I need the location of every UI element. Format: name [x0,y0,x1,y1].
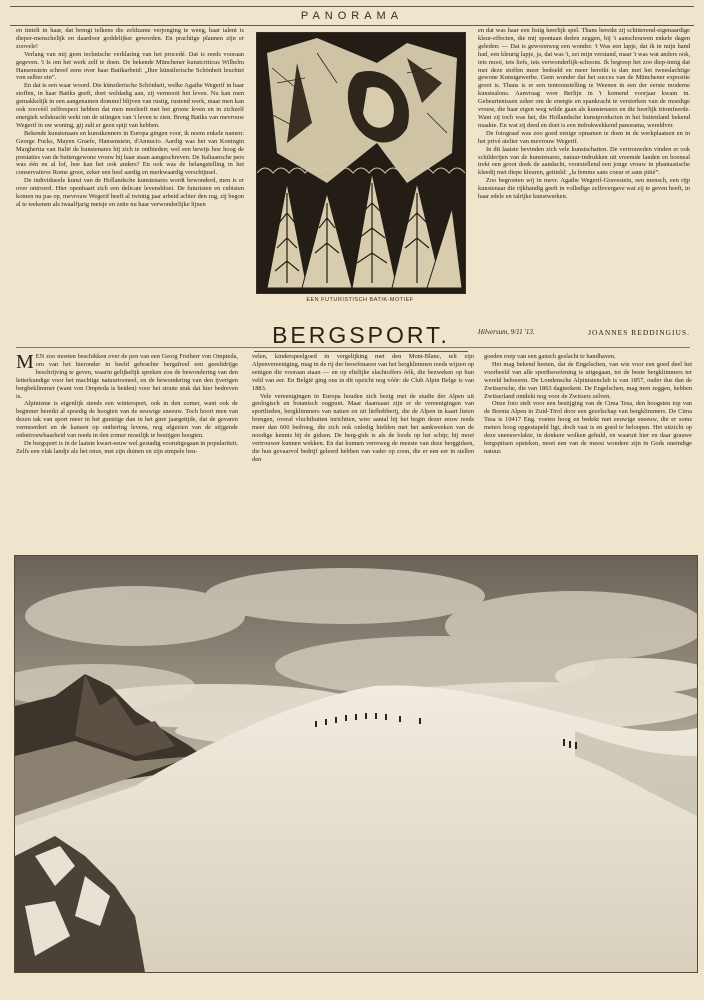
paragraph: goeden roep van een gansch geslacht te handhaven. [484,353,616,360]
paragraph: In dit laatste bevinden zich vele kunstschatten. De vertrouwden vinden er ook schilderijen van de kunstenares, natuur-indrukken uit vreemde landen en boeneal trekt een groot doek de aandacht, voorstellend een jonge vrouw in phantastische kleedij met diepe kleuren, getiteld: „la femme sans coeur et sans pitié”. [478,145,690,177]
signoff-place-date: Hilversum, 9/11 '13. [478,328,535,336]
bergsport-column-1 [16,353,238,565]
batik-caption: EEN FUTURISTISCH BATIK-MOTIEF [306,297,414,303]
paragraph-text: EN zoo moeten beschikken over de pen van een Georg Freiherr von Ompteda, om van het hieronder in beeld gebrachte bergafreel een geeslidrijge beschrijving te geven, waarin gelijkelijk spreken zou de bewondering van den letterkundige voor het machtige natuurtooneel, en de bewondering van den ijverigen bergbeklimmer (want von Ompteda is beiden) voor het stoute stuk dat hier bedreven is. [16,353,238,400]
mountain-photo [14,555,698,973]
paragraph: De individueele kunst van de Hollandsche kunstenares wordt bewonderd, men is er over ontroerd. Hier openbaart zich een delicate levensbloei. De futuristen en cubisten komen nu pas op, mevrouw Wegerif heeft al twintig jaar arbeid achter den rug, zij begon al te teekenen als twaalfjarig meisje en zette nu haar verwonderlijke lijnen [16,177,244,208]
paragraph: en dat was haar een listig heerlijk spel. Thans bereikt zij schitterend-eigenaardige kleur-effecten, die mij spontaan deden zeggen, bij 't aanschouwen enkele dagen geleden: — Dat is gewoonweg een wonder. 't Was een lapje, dat ik in mijn hand had, een kleurig lapje, ja, dat was 't, zei mijn verstand, maar 't was wat anders ook, iets mooi, iets liefs, iets verwonderlijk-schoons. Ik begreep het zoo diep-innig dat met deze stoffen meer bedoeld en meer bereikt is dan met het tweeslachtige gewone Kunstgewerbe. Geen wonder dat het succes van de Münchener expositie groot is. Thans is er een tentoonstelling te Weenen in een der eerste moderne kunstsalons. Aanvraag voor Berlijn in 't komend voorjaar kwam in. Gebeurtenissen zeker om de energie en spankracht te versterken van de moedige vrouw, die haar eigen weg wilde gaan als kunstenares en die heerlijk triomfeerde. Want zij toch was het, die Hollandsche kunstproducten in het buitenland bekend maakte. En wat zij deed en doet is een indrukwekkend panorama, wereldver. [478,27,690,129]
article-headline: BERGSPORT. [254,322,468,352]
bergsport-column-3 [484,353,692,565]
paragraph: Zoo begroeten wij in mevr. Agathe Wegerif-Gravestein, een mensch, een rijp kunstenaar die rijkhandig geeft in volledige zelfovergave wat zij te geven heeft, in haar edele en talrijke kunstwerken. [478,177,690,201]
masthead-title: PANORAMA [291,10,413,22]
paragraph: De fotograaf was zoo goed eenige opnamen te doen in de werkplaatsen en in het privé atelier van mevrouw Wegerif. [478,129,690,145]
paragraph: en tintelt in haar, dat brengt telkens die zeldzame verjonging te weeg, haar talent is dieper-menschelijk en daardoor goddelijker geworden. En prachtige plannen zijn er zoovele! [16,27,244,50]
batik-motif-image [256,32,466,294]
batik-article-column-right [478,27,690,327]
paragraph: Vele vereenigingen in Europa houden zich bezig met de studie der Alpen uit geologisch en botanisch oogpunt. Maar daarnaast zijn er de vereenigingen van sportlieden, bergklimmers van nature en uit liefhebberij, die de Alpen in kaart lieten brengen, overal vluchthutten inrichtten, wier aantal bij het begin dezer eeuw reeds meer dan 600 bedroeg, die zich ook onledig hielden met het aankweeken van de noodige kennis bij de gidsen. De berg-gids is als de loods op het schip; hij moet vertrouwer kunnen wekken. En dat kunnen verreweg de meeste van deze berggidsen, die hun gevaarvol bedrijf geleerd hebben van vader op zoon, die er een eer in stellen den [252,392,474,463]
paragraph: De bergsport is in de laatste kwart-eeuw wel gestadig vooruitgegaan in populariteit. Zelfs een vlak landje als het onze, met zijn duinen en zijn simpele heu- [16,439,238,455]
masthead [10,6,694,26]
paragraph: velen, kinderspeelgoed in vergelijking met den Mont-Blanc, telt zijn Alpenvereeniging, mag in de rij der beoefenaren van het bergklimmen reeds wijzen op eenigen die vooraan staan — en op eltelijke slachtoffers óók, die bezweken op hun veld van eer. En België ging ons in dit opzicht nog vóór: de Club Alpin Belge is van 1883. [252,353,474,392]
paragraph: Bekende kunstenaars en kunstkenners in Europa gingen voor, ik noem enkele namen: George Fucks, Mayen Graefe, Hansenstein, d'Annucio. Aardig was het van Koningin Margherita van Italië de kunstenares bij zich te ontbieden; wel een bewijs hoe hoog de prestaties van de buitengewone vrouw bij haar staan aangeschreven. De Italiaansche pers was één en al lof, hoe kan het ook anders? En ook was de belangstelling in het conservatieve Rome groot, zeker een heel aardig en merkwaardig verschijnsel. [16,129,244,177]
paragraph: Alpinisme is eigenlijk steeds een wintersport, ook in den zomer, want ook de beginner bereikt al spoedig de hoogten van de eeuwige sneeuw. Toch hoort men van dezen tak van sport meer in het gunstige dan in het gure jaargetijde, dat de gevaren vermeerdert en de kansen op ontbering levens, nog afgezien van de stijgende onbetrouwbaarheid van reeds in den zomer moeilijk te bestijgen hoogten. [16,400,238,440]
paragraph: En dat is een waar woord. Die künstlerische Schönheit, welke Agathe Wegerif in haar stoffen, in haar Batiks geeft, doet weldadig aan, zij vermooit het leven. Nu kan men gemakkelijk in een aangenamen dommel blijven van rustig, rustend werk, maar men kan ook zoovéél zelfrespect hebben dat men meeleeft met het groote leven en in zichzelf energiek wilskracht wekt om de uitingen van 't leven te zien. Breng Batiks van mevrouw Wegerif in uw woning, gij zult er geen spijt van hebben. [16,82,244,129]
section-divider [16,347,690,348]
paragraph: Verlang van mij geen technische verklaring van het procedé. Dat is reeds vooraan gegeven. 't Is om het werk zelf te doen. De bekende Münchener kunstcriticus Wilhelm Hansenstein schreef eens over haar Batikarbeid: „Ihre künstlerische Schönheit leuchtet von selber ein”. [16,50,244,82]
article-signoff [478,328,690,337]
signoff-author: JOANNES REDDINGIUS. [588,328,690,337]
drop-cap: M [16,353,34,373]
batik-article-column-left [16,27,244,337]
bergsport-column-2 [252,353,474,565]
paragraph [16,353,238,400]
paragraph: Het mag bekend heeten, dat de Engelschen, van wie voor een goed deel het voorbeeld van alle sportbeoefening is uitgegaan, tot de beste bergklimmers ter wereld behooren. De Londensche Alpinistenclub is van 1857, ouder dus dan de Zwitsersche, die van 1863 dagteekent. De Engelschen, mag men zeggen, hebben Zwitserland ontdekt nog voor de Zwitsers zelven. [484,360,692,400]
paragraph: Onze foto stelt voor een bestijging van de Cima Tesa, den hoogsten top van de Brenta Alpen in Zuid-Tirol door een gezelschap van bergklimmers. De Cima Tesa is 10417 Eng. voeten hoog en bedekt met eeuwige sneeuw, die er soms meters hoog opgestapeld ligt, doch vast is en goed te beloopen. Het uitzicht op deze sneeuwvlakte, in donkere wolken gehuld, en waaruit hier en daar grauwe bergspitsen opsteken, moet een van de meest wondere zijn in Gods oneindige natuur. [484,400,692,455]
